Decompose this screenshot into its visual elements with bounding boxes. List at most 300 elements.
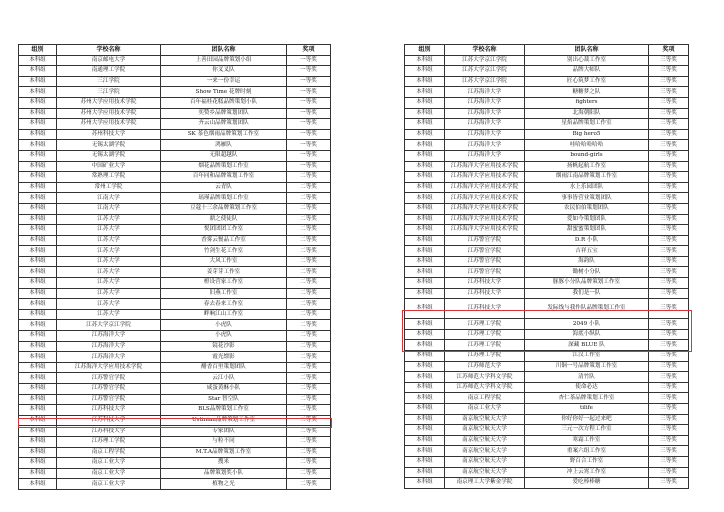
cell-award: 二等奖 <box>287 362 331 373</box>
cell-group: 本科组 <box>19 161 57 172</box>
cell-team: 植物之光 <box>161 479 287 490</box>
cell-team: 重案六组工作室 <box>525 446 649 457</box>
cell-team: 与粒不同 <box>161 436 287 447</box>
cell-award: 二等奖 <box>287 405 331 416</box>
table-row <box>19 468 331 479</box>
table-row <box>405 299 689 319</box>
table-row <box>405 246 689 257</box>
cell-award: 三等奖 <box>649 372 689 383</box>
cell-award: 三等奖 <box>649 129 689 140</box>
table-row <box>405 97 689 108</box>
cell-team: M.T.A品牌策划工作室 <box>161 447 287 458</box>
cell-group: 本科组 <box>405 203 445 214</box>
table-header-row <box>405 45 689 56</box>
table-row <box>405 172 689 183</box>
cell-team: 海韵队 <box>525 256 649 267</box>
cell-school: 江苏海洋大学 <box>445 140 525 151</box>
table-row <box>405 404 689 415</box>
cell-group: 本科组 <box>19 256 57 267</box>
cell-school: 南京工业大学 <box>57 479 161 490</box>
cell-group: 本科组 <box>19 225 57 236</box>
cell-school: 南京航空航天大学 <box>445 425 525 436</box>
cell-school: 无锡太湖学院 <box>57 150 161 161</box>
cell-team: 豚豚小分队品牌策划工作室 <box>525 278 649 289</box>
cell-team: 奕赞乡品牌策划团队 <box>161 108 287 119</box>
cell-team: 使命必达 <box>525 382 649 393</box>
cell-award: 二等奖 <box>287 214 331 225</box>
cell-school: 三江学院 <box>57 87 161 98</box>
table-row <box>405 76 689 87</box>
cell-team: 竹剑生花工作室 <box>161 246 287 257</box>
cell-award: 三等奖 <box>649 108 689 119</box>
cell-award: 三等奖 <box>649 140 689 151</box>
cell-award: 三等奖 <box>649 267 689 278</box>
table-row <box>19 447 331 458</box>
table-row <box>405 319 689 330</box>
table-row <box>405 150 689 161</box>
col-header-team: 团队名称 <box>161 45 287 56</box>
col-header-school: 学校名称 <box>445 45 525 56</box>
cell-group: 本科组 <box>405 214 445 225</box>
cell-team: 搜米 <box>161 458 287 469</box>
table-row <box>19 246 331 257</box>
cell-group: 本科组 <box>19 479 57 490</box>
cell-team: 我们是一队 <box>525 288 649 299</box>
cell-team: 吉祥五宝 <box>525 246 649 257</box>
cell-school: 南京工程学院 <box>445 393 525 404</box>
cell-team: 香雾云鬟品工作室 <box>161 235 287 246</box>
cell-team: 品牌大师队 <box>525 66 649 77</box>
cell-group: 本科组 <box>19 458 57 469</box>
cell-school: 南京工业大学 <box>57 468 161 479</box>
table-row <box>405 66 689 77</box>
cell-school: 江苏大学京江学院 <box>57 320 161 331</box>
cell-team: 上善田园品牌策划小组 <box>161 55 287 66</box>
cell-team: D.R 小队 <box>525 235 649 246</box>
cell-group: 本科组 <box>19 331 57 342</box>
cell-team: 扬帆起航工作室 <box>525 161 649 172</box>
cell-group: 本科组 <box>405 66 445 77</box>
table-row <box>19 299 331 310</box>
cell-school: 江苏海洋大学应用技术学院 <box>445 225 525 236</box>
table-row <box>19 331 331 342</box>
cell-school: 江苏大学 <box>57 288 161 299</box>
cell-award: 一等奖 <box>287 140 331 151</box>
cell-school: 江苏海洋大学 <box>445 129 525 140</box>
cell-school: 南通理工学院 <box>57 66 161 77</box>
cell-team: 镜花沙影 <box>161 341 287 352</box>
table-row <box>405 193 689 204</box>
cell-award: 三等奖 <box>649 329 689 340</box>
cell-award: 三等奖 <box>649 478 689 489</box>
cell-award: 三等奖 <box>649 278 689 289</box>
cell-award: 一等奖 <box>287 87 331 98</box>
cell-team: 霞光缥影 <box>161 352 287 363</box>
table-row <box>405 478 689 489</box>
cell-team: 锄树小分队 <box>525 267 649 278</box>
table-row <box>405 351 689 362</box>
cell-school: 江苏警官学院 <box>57 394 161 405</box>
table-row <box>19 161 331 172</box>
table-row <box>19 458 331 469</box>
cell-award: 二等奖 <box>287 235 331 246</box>
cell-team: 橙设营家工作室 <box>161 278 287 289</box>
cell-award: 三等奖 <box>649 382 689 393</box>
cell-team: 大风工作室 <box>161 256 287 267</box>
cell-award: 一等奖 <box>287 55 331 66</box>
cell-award: 三等奖 <box>649 456 689 467</box>
cell-school: 江苏大学 <box>57 256 161 267</box>
cell-group: 本科组 <box>19 76 57 87</box>
cell-group: 本科组 <box>19 97 57 108</box>
cell-team: 一来一份幸运 <box>161 76 287 87</box>
cell-group: 本科组 <box>19 309 57 320</box>
cell-school: 江苏海洋大学应用技术学院 <box>57 362 161 373</box>
cell-team: 悦团团团工作室 <box>161 225 287 236</box>
cell-team: 野百合工作室 <box>525 456 649 467</box>
table-row <box>19 267 331 278</box>
cell-team: 清竹队 <box>525 372 649 383</box>
cell-group: 本科组 <box>405 225 445 236</box>
cell-group: 本科组 <box>405 425 445 436</box>
table-row <box>19 97 331 108</box>
col-header-award: 奖项 <box>287 45 331 56</box>
cell-team: 川铜一号品牌策划工作室 <box>525 361 649 372</box>
cell-team: 百年同和品牌策划工作室 <box>161 172 287 183</box>
table-row <box>405 288 689 299</box>
cell-group: 本科组 <box>19 246 57 257</box>
table-row <box>405 108 689 119</box>
cell-team: 发际线与我作队品牌策划工作室 <box>525 299 649 319</box>
cell-group: 本科组 <box>405 246 445 257</box>
cell-team: fighters <box>525 97 649 108</box>
cell-award: 三等奖 <box>649 361 689 372</box>
cell-team: 深藏 BLUE 队 <box>525 340 649 351</box>
col-header-award: 奖项 <box>649 45 689 56</box>
cell-award: 二等奖 <box>287 246 331 257</box>
cell-award: 一等奖 <box>287 150 331 161</box>
cell-award: 二等奖 <box>287 426 331 437</box>
cell-team: 冲上云霄工作室 <box>525 467 649 478</box>
col-header-group: 组别 <box>405 45 445 56</box>
table-row <box>19 479 331 490</box>
cell-team: 北海朝阳队 <box>525 108 649 119</box>
cell-team: 云江小队 <box>161 373 287 384</box>
table-row <box>405 393 689 404</box>
cell-group: 本科组 <box>405 140 445 151</box>
table-row <box>405 446 689 457</box>
cell-award: 三等奖 <box>649 319 689 330</box>
cell-group: 本科组 <box>405 193 445 204</box>
cell-team: 鼎之使徒队 <box>161 214 287 225</box>
table-row <box>19 76 331 87</box>
table-row <box>19 225 331 236</box>
table-row <box>19 129 331 140</box>
cell-award: 二等奖 <box>287 373 331 384</box>
cell-award: 二等奖 <box>287 267 331 278</box>
cell-team: 事事皆营业策划团队 <box>525 193 649 204</box>
table-row <box>405 203 689 214</box>
cell-group: 本科组 <box>19 415 57 426</box>
cell-school: 中国矿业大学 <box>57 161 161 172</box>
cell-school: 江苏海洋大学 <box>445 119 525 130</box>
table-row <box>19 362 331 373</box>
cell-award: 三等奖 <box>649 340 689 351</box>
cell-award: 三等奖 <box>649 414 689 425</box>
cell-group: 本科组 <box>405 256 445 267</box>
cell-group: 本科组 <box>19 214 57 225</box>
cell-group: 本科组 <box>19 447 57 458</box>
col-header-school: 学校名称 <box>57 45 161 56</box>
cell-school: 江苏海洋大学 <box>57 352 161 363</box>
cell-school: 南京航空航天大学 <box>445 414 525 425</box>
cell-group: 本科组 <box>19 436 57 447</box>
table-row <box>405 119 689 130</box>
cell-group: 本科组 <box>19 278 57 289</box>
cell-school: 南京邮电大学 <box>57 55 161 66</box>
table-row <box>405 372 689 383</box>
cell-group: 本科组 <box>405 235 445 246</box>
cell-school: 江苏海洋大学应用技术学院 <box>445 182 525 193</box>
cell-team: 江汉工作室 <box>525 351 649 362</box>
cell-group: 本科组 <box>405 129 445 140</box>
cell-school: 江苏大学 <box>57 225 161 236</box>
table-row <box>405 87 689 98</box>
cell-school: 南京航空航天大学 <box>445 456 525 467</box>
table-row <box>19 66 331 77</box>
table-row <box>405 235 689 246</box>
cell-school: 三江学院 <box>57 76 161 87</box>
table-row <box>405 267 689 278</box>
cell-team: 旧燕工作室 <box>161 288 287 299</box>
cell-award: 一等奖 <box>287 66 331 77</box>
cell-award: 一等奖 <box>287 119 331 130</box>
cell-group: 本科组 <box>405 446 445 457</box>
table-header-row <box>19 45 331 56</box>
cell-school: 苏州大学应用技术学院 <box>57 108 161 119</box>
cell-school: 南京工程学院 <box>57 447 161 458</box>
table-row <box>19 436 331 447</box>
cell-award: 二等奖 <box>287 458 331 469</box>
cell-school: 江苏大学京江学院 <box>445 66 525 77</box>
cell-group: 本科组 <box>405 372 445 383</box>
cell-group: 本科组 <box>405 87 445 98</box>
table-row <box>405 361 689 372</box>
cell-school: 江苏警官学院 <box>57 373 161 384</box>
cell-team: bound-girls <box>525 150 649 161</box>
cell-award: 二等奖 <box>287 203 331 214</box>
cell-school: 江苏大学 <box>57 299 161 310</box>
cell-award: 三等奖 <box>649 435 689 446</box>
cell-school: 无锡太湖学院 <box>57 140 161 151</box>
table-row <box>405 414 689 425</box>
cell-group: 本科组 <box>19 394 57 405</box>
cell-team: 无限超越队 <box>161 150 287 161</box>
cell-school: 江苏大学 <box>57 246 161 257</box>
cell-award: 三等奖 <box>649 467 689 478</box>
cell-award: 三等奖 <box>649 172 689 183</box>
cell-school: 江苏大学京江学院 <box>445 76 525 87</box>
cell-award: 三等奖 <box>649 404 689 415</box>
cell-award: 三等奖 <box>649 246 689 257</box>
cell-team: 齐云山品牌策划团队 <box>161 119 287 130</box>
cell-group: 本科组 <box>19 66 57 77</box>
cell-school: 江苏科技大学 <box>57 415 161 426</box>
cell-group: 本科组 <box>405 435 445 446</box>
left-award-table <box>18 44 331 490</box>
cell-team: 你好你好一起过来吧 <box>525 414 649 425</box>
cell-award: 三等奖 <box>649 76 689 87</box>
cell-team: 咸蛋黄酥小队 <box>161 384 287 395</box>
cell-school: 常熟理工学院 <box>57 172 161 183</box>
cell-team: 寒霜工作室 <box>525 435 649 446</box>
cell-award: 二等奖 <box>287 341 331 352</box>
table-row <box>405 456 689 467</box>
cell-group: 本科组 <box>405 393 445 404</box>
cell-award: 三等奖 <box>649 182 689 193</box>
left-page <box>18 44 331 490</box>
cell-school: 江苏海洋大学 <box>445 108 525 119</box>
cell-school: 江苏警官学院 <box>445 235 525 246</box>
cell-team: 姜芽芽工作室 <box>161 267 287 278</box>
cell-school: 常州工学院 <box>57 182 161 193</box>
cell-school: 江苏海洋大学应用技术学院 <box>445 161 525 172</box>
cell-group: 本科组 <box>405 108 445 119</box>
cell-group: 本科组 <box>405 150 445 161</box>
cell-team: Star 智空队 <box>161 394 287 405</box>
cell-team: 星焰品牌策划工作室 <box>525 119 649 130</box>
cell-group: 本科组 <box>19 55 57 66</box>
cell-team: Ustinian品牌策划工作室 <box>161 415 287 426</box>
table-row <box>19 320 331 331</box>
cell-school: 江苏大学 <box>57 235 161 246</box>
cell-group: 本科组 <box>19 341 57 352</box>
cell-award: 三等奖 <box>649 203 689 214</box>
cell-award: 三等奖 <box>649 97 689 108</box>
cell-award: 三等奖 <box>649 299 689 319</box>
cell-team: 农民伯伯策划团队 <box>525 203 649 214</box>
cell-award: 三等奖 <box>649 351 689 362</box>
cell-school: 南京航空航天大学 <box>445 467 525 478</box>
table-row <box>19 384 331 395</box>
cell-award: 二等奖 <box>287 394 331 405</box>
cell-group: 本科组 <box>19 299 57 310</box>
table-row <box>405 435 689 446</box>
cell-school: 江苏海洋大学 <box>57 341 161 352</box>
table-row <box>19 426 331 437</box>
cell-group: 本科组 <box>405 467 445 478</box>
table-row <box>405 140 689 151</box>
cell-school: 江苏海洋大学 <box>445 97 525 108</box>
cell-school: 江苏科技大学 <box>445 299 525 319</box>
table-row <box>405 182 689 193</box>
cell-school: 江苏理工学院 <box>445 351 525 362</box>
cell-team: Show Time 花牌时刻 <box>161 87 287 98</box>
cell-award: 一等奖 <box>287 108 331 119</box>
cell-school: 南京航空航天大学 <box>445 446 525 457</box>
cell-group: 本科组 <box>405 478 445 489</box>
cell-team: 三元一次方程工作室 <box>525 425 649 436</box>
cell-team: Big hero5 <box>525 129 649 140</box>
cell-school: 南京工业大学 <box>445 404 525 415</box>
table-row <box>405 278 689 289</box>
cell-group: 本科组 <box>19 150 57 161</box>
cell-group: 本科组 <box>405 288 445 299</box>
table-row <box>19 415 331 426</box>
cell-team: 烟花品牌策划工作室 <box>161 161 287 172</box>
cell-team: SK 茶色烟雨品牌策划工作室 <box>161 129 287 140</box>
cell-school: 江苏大学 <box>57 309 161 320</box>
cell-award: 三等奖 <box>649 119 689 130</box>
cell-group: 本科组 <box>19 87 57 98</box>
cell-team: 别出心裁工作室 <box>525 55 649 66</box>
cell-school: 江苏大学京江学院 <box>445 55 525 66</box>
cell-group: 本科组 <box>19 362 57 373</box>
cell-school: 江苏海洋大学应用技术学院 <box>445 203 525 214</box>
cell-group: 本科组 <box>405 404 445 415</box>
table-row <box>19 203 331 214</box>
cell-school: 江苏理工学院 <box>57 436 161 447</box>
cell-group: 本科组 <box>19 235 57 246</box>
cell-school: 江南大学 <box>57 203 161 214</box>
cell-group: 本科组 <box>19 267 57 278</box>
cell-group: 本科组 <box>19 352 57 363</box>
cell-award: 三等奖 <box>649 425 689 436</box>
cell-award: 二等奖 <box>287 172 331 183</box>
cell-school: 南京理工大学紫金学院 <box>445 478 525 489</box>
table-row <box>405 214 689 225</box>
cell-school: 苏州科技大学 <box>57 129 161 140</box>
cell-group: 本科组 <box>405 172 445 183</box>
cell-group: 本科组 <box>405 55 445 66</box>
cell-school: 江苏警官学院 <box>445 256 525 267</box>
cell-group: 本科组 <box>405 278 445 289</box>
table-row <box>19 309 331 320</box>
cell-school: 江苏海洋大学 <box>57 331 161 342</box>
cell-group: 本科组 <box>405 361 445 372</box>
cell-group: 本科组 <box>19 320 57 331</box>
cell-school: 江苏师范大学科文学院 <box>445 382 525 393</box>
table-row <box>19 150 331 161</box>
table-row <box>405 129 689 140</box>
cell-award: 三等奖 <box>649 66 689 77</box>
cell-group: 本科组 <box>19 182 57 193</box>
cell-team: 烟雨江南品牌策划工作室 <box>525 172 649 183</box>
cell-team: 百年福桂花糕品牌策划小队 <box>161 97 287 108</box>
cell-award: 二等奖 <box>287 436 331 447</box>
cell-group: 本科组 <box>19 140 57 151</box>
cell-group: 本科组 <box>405 267 445 278</box>
table-row <box>19 341 331 352</box>
cell-group: 本科组 <box>19 468 57 479</box>
cell-award: 三等奖 <box>649 288 689 299</box>
cell-team: 瑶瑾品牌策划工作室 <box>161 193 287 204</box>
cell-team: 爱如今策划团队 <box>525 214 649 225</box>
cell-school: 江苏大学 <box>57 267 161 278</box>
cell-team: 云青队 <box>161 182 287 193</box>
cell-award: 二等奖 <box>287 320 331 331</box>
table-row <box>19 193 331 204</box>
cell-school: 江苏海洋大学应用技术学院 <box>445 172 525 183</box>
cell-school: 江苏理工学院 <box>445 329 525 340</box>
cell-school: 江苏警官学院 <box>445 246 525 257</box>
cell-team: 甜蜜蜜策划团队 <box>525 225 649 236</box>
table-row <box>405 382 689 393</box>
table-row <box>19 182 331 193</box>
cell-school: 苏州大学应用技术学院 <box>57 97 161 108</box>
cell-team: 水上乐园团队 <box>525 182 649 193</box>
cell-award: 二等奖 <box>287 352 331 363</box>
